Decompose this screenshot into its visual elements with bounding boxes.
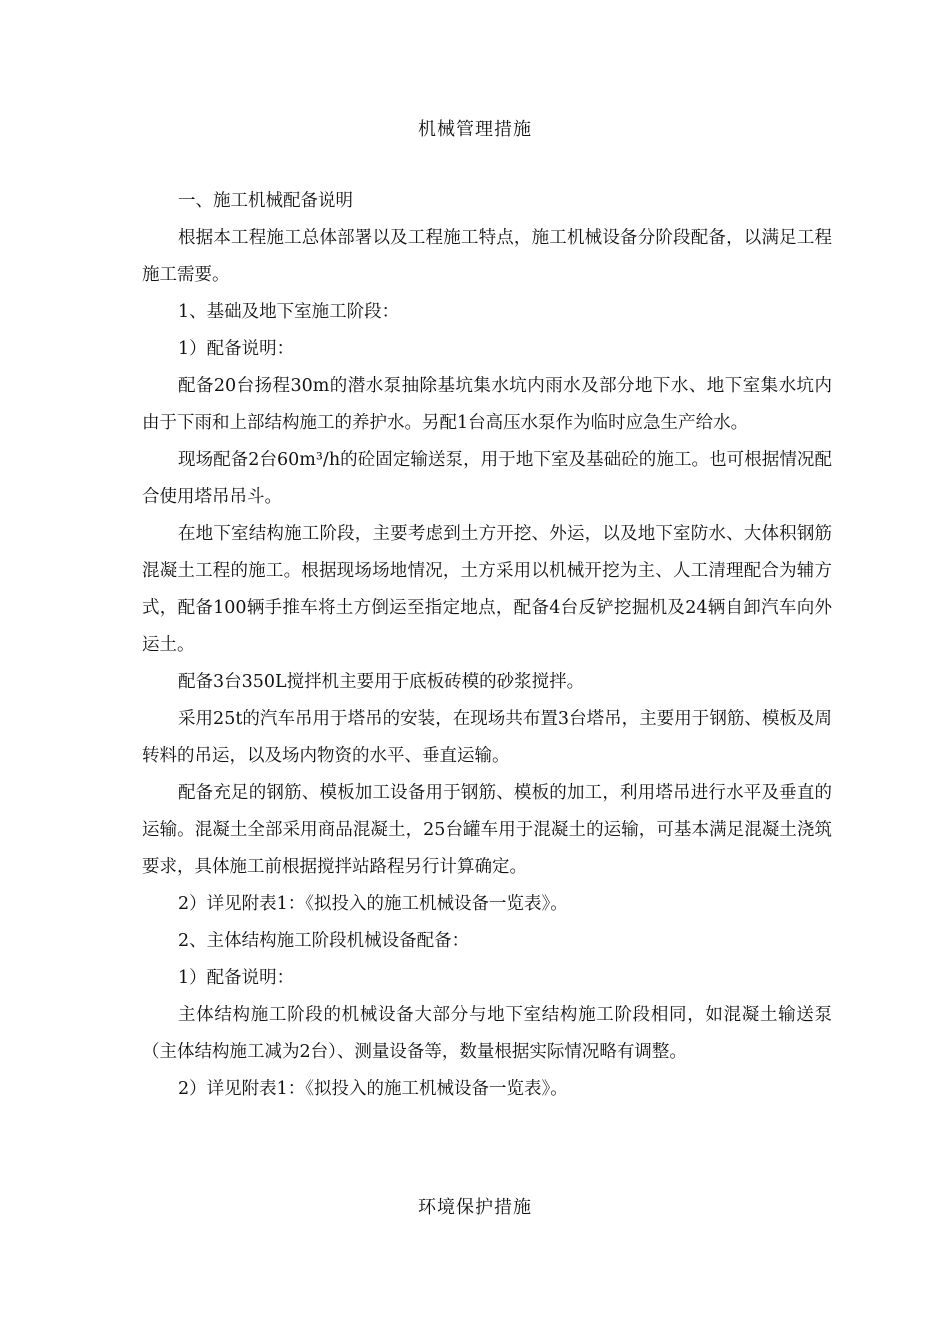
- paragraph: 配备充足的钢筋、模板加工设备用于钢筋、模板的加工，利用塔吊进行水平及垂直的运输。混凝土全部采用商品混凝土，25台罐车用于混凝土的运输，可基本满足混凝土浇筑要求，具体施工前根据搅拌站路程另行计算确定。: [142, 783, 832, 877]
- subsection-heading: 2、主体结构施工阶段机械设备配备：: [178, 931, 470, 951]
- paragraph: 配备3台350L搅拌机主要用于底板砖模的砂浆搅拌。: [178, 672, 585, 692]
- paragraph: 采用25t的汽车吊用于塔吊的安装，在现场共布置3台塔吊，主要用于钢筋、模板及周转料的吊运，以及场内物资的水平、垂直运输。: [142, 709, 832, 766]
- section-heading: 一、施工机械配备说明: [178, 191, 353, 211]
- list-heading: 1）配备说明：: [178, 339, 295, 359]
- paragraph: 现场配备2台60m³/h的砼固定输送泵，用于地下室及基础砼的施工。也可根据情况配合使用塔吊吊斗。: [142, 450, 832, 507]
- paragraph: 配备20台扬程30m的潜水泵抽除基坑集水坑内雨水及部分地下水、地下室集水坑内由于下雨和上部结构施工的养护水。另配1台高压水泵作为临时应急生产给水。: [142, 376, 832, 433]
- paragraph: 主体结构施工阶段的机械设备大部分与地下室结构施工阶段相同，如混凝土输送泵（主体结构施工减为2台）、测量设备等，数量根据实际情况略有调整。: [142, 1005, 832, 1062]
- reference-line: 2）详见附表1：《拟投入的施工机械设备一览表》。: [178, 1079, 568, 1099]
- subsection-heading: 1、基础及地下室施工阶段：: [178, 302, 400, 322]
- document-title: 机械管理措施: [418, 119, 532, 140]
- paragraph: 根据本工程施工总体部署以及工程施工特点，施工机械设备分阶段配备，以满足工程施工需要。: [142, 228, 832, 285]
- list-heading: 1）配备说明：: [178, 968, 295, 988]
- reference-line: 2）详见附表1：《拟投入的施工机械设备一览表》。: [178, 894, 568, 914]
- document-body: [142, 183, 832, 1108]
- paragraph: 在地下室结构施工阶段，主要考虑到土方开挖、外运，以及地下室防水、大体积钢筋混凝土工程的施工。根据现场场地情况，土方采用以机械开挖为主、人工清理配合为辅方式，配备100辆手推车将土方倒运至指定地点，配备4台反铲挖掘机及24辆自卸汽车向外运土。: [142, 524, 832, 655]
- next-section-title: 环境保护措施: [418, 1197, 532, 1218]
